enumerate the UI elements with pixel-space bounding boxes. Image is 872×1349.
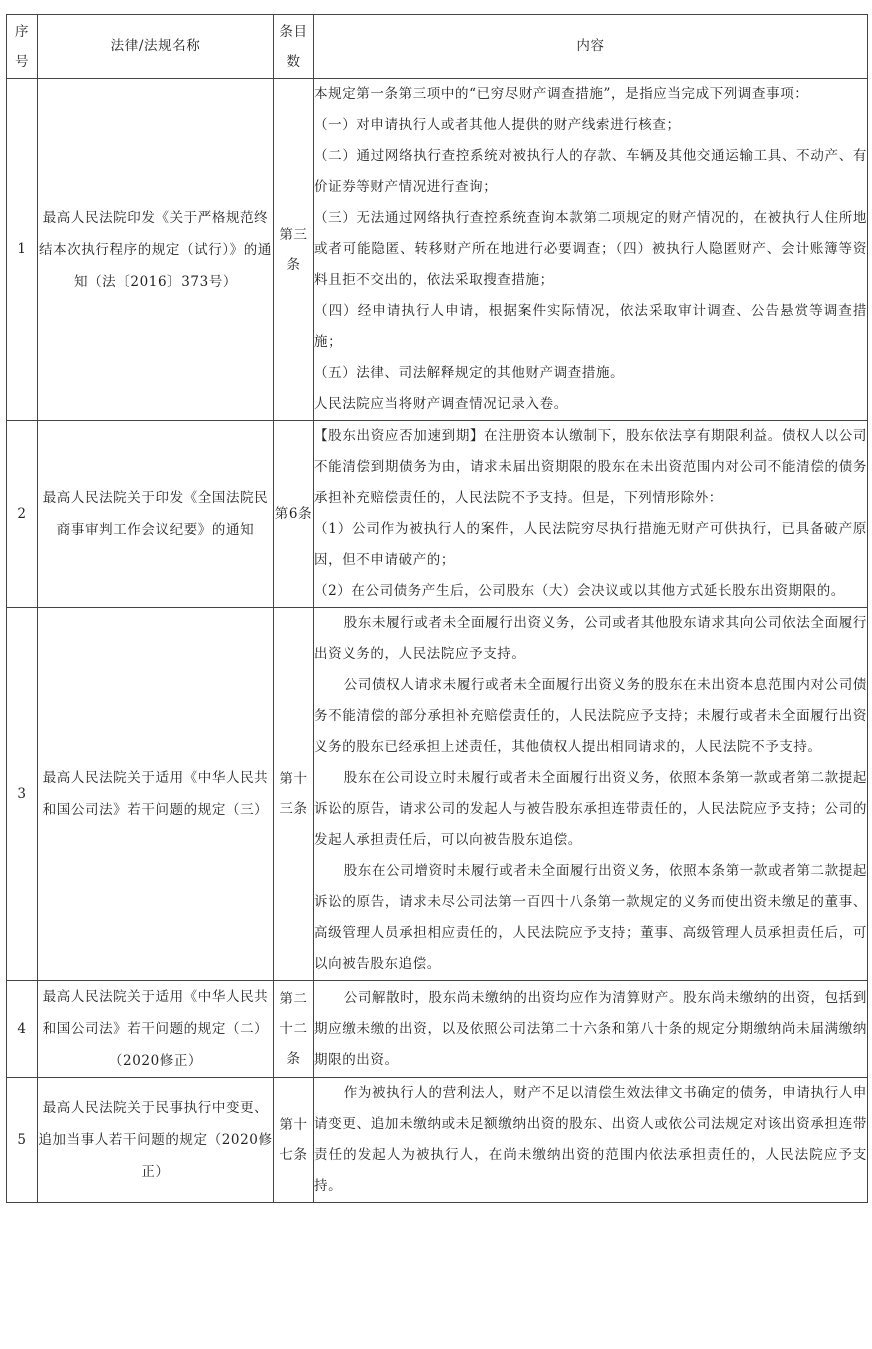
row-law-name: 最高人民法院关于印发《全国法院民商事审判工作会议纪要》的通知 <box>38 421 274 608</box>
header-row <box>7 15 868 79</box>
table-row <box>7 981 868 1078</box>
content-paragraph: 作为被执行人的营利法人，财产不足以清偿生效法律文书确定的债务，申请执行人申请变更、追加未缴纳或未足额缴纳出资的股东、出资人或依公司法规定对该出资承担连带责任的发起人为被执行人，在尚未缴纳出资的范围内依法承担责任的，人民法院应予支持。 <box>314 1085 867 1194</box>
table-row <box>7 608 868 981</box>
row-seq: 1 <box>7 79 38 421</box>
row-law-name: 最高人民法院关于适用《中华人民共和国公司法》若干问题的规定（二）（2020修正） <box>38 981 274 1078</box>
row-seq: 3 <box>7 608 38 981</box>
content-paragraph: （一）对申请执行人或者其他人提供的财产线索进行核查； <box>314 117 681 133</box>
content-paragraph: 股东在公司增资时未履行或者未全面履行出资义务，依照本条第一款或者第二款提起诉讼的原告，请求未尽公司法第一百四十八条第一款规定的义务而使出资未缴足的董事、高级管理人员承担相应责任的，人民法院应予支持；董事、高级管理人员承担责任后，可以向被告股东追偿。 <box>314 863 867 972</box>
content-paragraph: 公司解散时，股东尚未缴纳的出资均应作为清算财产。股东尚未缴纳的出资，包括到期应缴未缴的出资，以及依照公司法第二十六条和第八十条的规定分期缴纳尚未届满缴纳期限的出资。 <box>314 989 867 1068</box>
content-paragraph: 【股东出资应否加速到期】在注册资本认缴制下，股东依法享有期限利益。债权人以公司不能清偿到期债务为由，请求未届出资期限的股东在未出资范围内对公司不能清偿的债务承担补充赔偿责任的，人民法院不予支持。但是，下列情形除外： <box>314 428 867 506</box>
content-paragraph: （2）在公司债务产生后，公司股东（大）会决议或以其他方式延长股东出资期限的。 <box>314 583 845 599</box>
row-content <box>314 981 868 1078</box>
content-paragraph: （四）经申请执行人申请，根据案件实际情况，依法采取审计调查、公告悬赏等调查措施； <box>314 303 867 350</box>
content-paragraph: 股东未履行或者未全面履行出资义务，公司或者其他股东请求其向公司依法全面履行出资义务的，人民法院应予支持。 <box>314 615 867 662</box>
header-seq-line2: 号 <box>14 53 30 70</box>
row-law-name: 最高人民法院关于民事执行中变更、追加当事人若干问题的规定（2020修正） <box>38 1078 274 1203</box>
content-paragraph: （三）无法通过网络执行查控系统查询本款第二项规定的财产情况的，在被执行人住所地或者可能隐匿、转移财产所在地进行必要调查；（四）被执行人隐匿财产、会计账簿等资料且拒不交出的，依法采取搜查措施； <box>314 210 867 288</box>
law-table <box>6 14 868 1203</box>
header-law-name: 法律/法规名称 <box>38 15 274 79</box>
row-content <box>314 608 868 981</box>
table-row <box>7 421 868 608</box>
table-row <box>7 1078 868 1203</box>
row-content <box>314 421 868 608</box>
content-paragraph: 股东在公司设立时未履行或者未全面履行出资义务，依照本条第一款或者第二款提起诉讼的原告，请求公司的发起人与被告股东承担连带责任的，人民法院应予支持；公司的发起人承担责任后，可以向被告股东追偿。 <box>314 770 867 848</box>
row-article: 第十三条 <box>274 608 314 981</box>
header-article <box>274 15 314 79</box>
row-law-name: 最高人民法院关于适用《中华人民共和国公司法》若干问题的规定（三） <box>38 608 274 981</box>
header-article-line1: 条目 <box>279 23 308 40</box>
content-paragraph: （二）通过网络执行查控系统对被执行人的存款、车辆及其他交通运输工具、不动产、有价证券等财产情况进行查询； <box>314 148 867 195</box>
row-seq: 4 <box>7 981 38 1078</box>
row-seq: 5 <box>7 1078 38 1203</box>
header-content: 内容 <box>314 15 868 79</box>
row-law-name: 最高人民法院印发《关于严格规范终结本次执行程序的规定（试行）》的通知（法〔2016〕373号） <box>38 79 274 421</box>
row-article: 第十七条 <box>274 1078 314 1203</box>
table-row <box>7 79 868 421</box>
content-paragraph: 公司债权人请求未履行或者未全面履行出资义务的股东在未出资本息范围内对公司债务不能清偿的部分承担补充赔偿责任的，人民法院应予支持；未履行或者未全面履行出资义务的股东已经承担上述责任，其他债权人提出相同请求的，人民法院不予支持。 <box>314 677 867 755</box>
row-content <box>314 1078 868 1203</box>
header-seq <box>7 15 38 79</box>
header-seq-line1: 序 <box>14 23 30 40</box>
content-paragraph: （五）法律、司法解释规定的其他财产调查措施。 <box>314 365 625 381</box>
row-article: 第三条 <box>274 79 314 421</box>
content-paragraph: 本规定第一条第三项中的“已穷尽财产调查措施”，是指应当完成下列调查事项： <box>314 86 809 102</box>
row-article: 第6条 <box>274 421 314 608</box>
row-seq: 2 <box>7 421 38 608</box>
header-article-line2: 数 <box>286 53 301 70</box>
content-paragraph: 人民法院应当将财产调查情况记录入卷。 <box>314 396 568 412</box>
content-paragraph: （1）公司作为被执行人的案件，人民法院穷尽执行措施无财产可供执行，已具备破产原因，但不申请破产的； <box>314 521 867 568</box>
row-content <box>314 79 868 421</box>
row-article: 第二十二条 <box>274 981 314 1078</box>
